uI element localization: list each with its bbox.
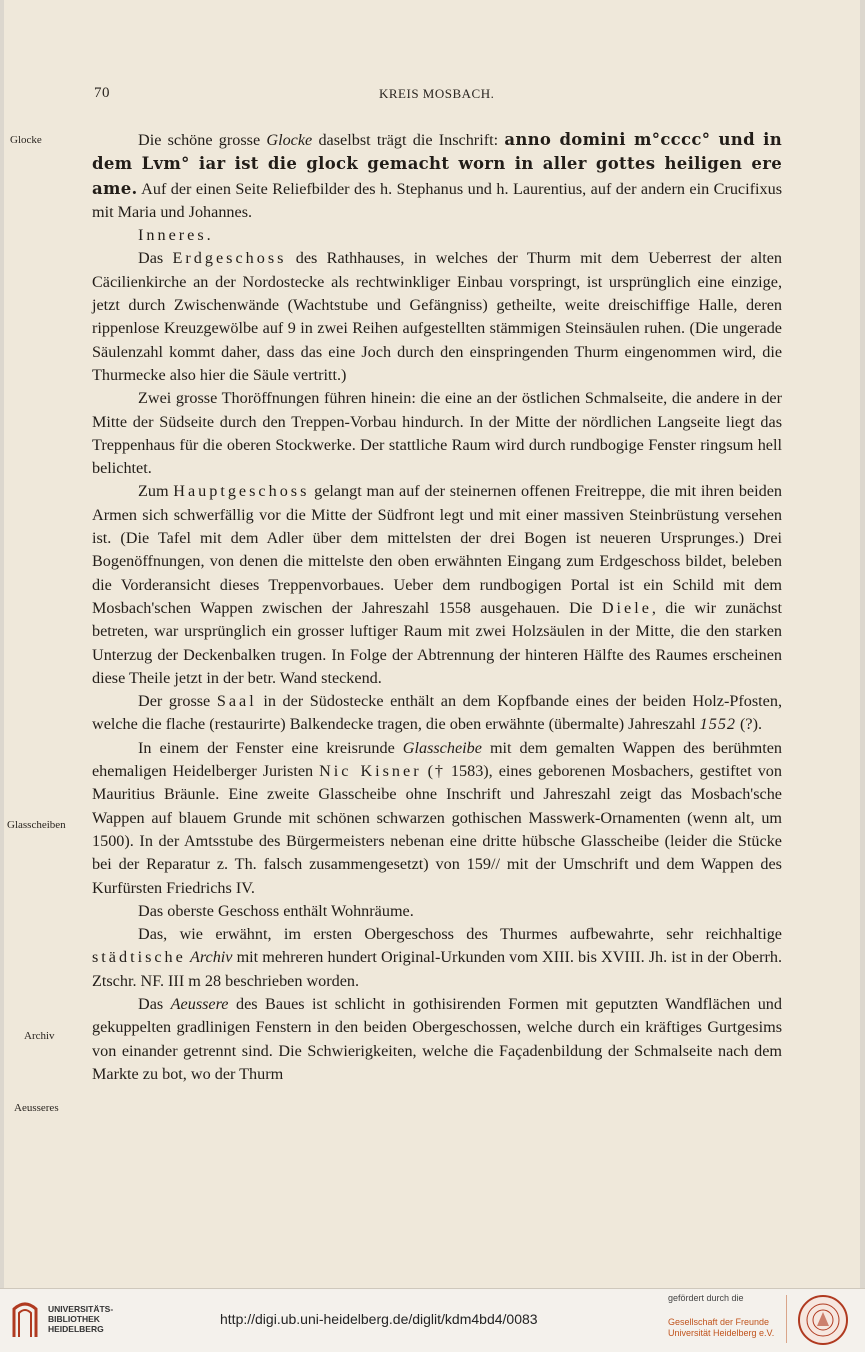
body-text (92, 128, 782, 1086)
paragraph-glocke: Die schöne grosse Glocke daselbst trägt die Inschrift: anno domini m°cccc° und in dem Lvm° iar ist die glock gemacht worn in aller gottes heiligen ere ame. Auf der einen Seite Reliefbilder des h. Stephanus und h. Laurentius, auf der andern ein Crucifixus mit Maria und Johannes. (92, 130, 783, 221)
library-logo[interactable] (10, 1297, 113, 1341)
paragraph-saal: Der grosse Saal in der Südostecke enthält an dem Kopfbande eines der beiden Holz-Pfosten, welche die flache (restaurirte) Balkendecke tragen, die oben erwähnte (übermalte) Jahreszahl 1552 (?). (92, 692, 782, 734)
library-emblem-icon (10, 1297, 40, 1341)
margin-note-aeusseres: Aeusseres (14, 1102, 59, 1114)
sponsor-block (668, 1293, 774, 1339)
scanned-page (4, 0, 860, 1288)
running-title: KREIS MOSBACH. (379, 86, 495, 101)
paragraph-archiv: Das, wie erwähnt, im ersten Obergeschoss des Thurmes aufbewahrte, sehr reichhaltige städtische Archiv mit mehreren hundert Original-Urkunden vom XIII. bis XVIII. Jh. ist in der Oberrh. Ztschr. NF. III m 28 beschrieben worden. (92, 925, 782, 990)
seal-emblem-icon (803, 1300, 843, 1340)
margin-note-glasscheiben: Glasscheiben (7, 819, 66, 831)
sponsor-label: gefördert durch die (668, 1293, 744, 1303)
paragraph-glasscheiben: In einem der Fenster eine kreisrunde Glasscheibe mit dem gemalten Wappen des berühmten ehemaligen Heidelberger Juristen Nic Kisner († 1583), eines geborenen Mosbachers, gestiftet von Mauritius Bräunle. Eine zweite Glasscheibe ohne Inschrift und Jahreszahl zeigt das Mosbach'sche Wappen auf blauem Grunde mit schönen schwarzen gothischen Masswerk-Ornamenten (wenn alt, um 1500). In der Amtsstube des Bürgermeisters nebenan eine dritte hübsche Glasscheibe (leider die Stücke bei der Reparatur z. Th. falsch zusammengesetzt) von 159// mit der Umschrift und dem Wappen des Kurfürsten Friedrichs IV. (92, 738, 782, 897)
page-number: 70 (94, 85, 110, 101)
bell-inscription: anno domini m°cccc° und in dem Lvm° iar ist die glock gemacht worn in aller gottes heiligen ere ame. (92, 130, 783, 198)
page-header (4, 85, 860, 105)
paragraph-aeusseres: Das Aeussere des Baues ist schlicht in gothisirenden Formen mit geputzten Wandflächen und gekuppelten gradlinigen Fenstern in den beiden Obergeschossen, welche durch ein kräftiges Gurtgesims von einander getrennt sind. Die Schwierigkeiten, welche die Façadenbildung der Schmalseite nach dem Markte zu bot, wo der Thurm (92, 994, 782, 1083)
footer-bar (0, 1288, 865, 1352)
paragraph-erdgeschoss: Das Erdgeschoss des Rathhauses, in welches der Thurm mit dem Ueberrest der alten Cäcilienkirche an der Nordostecke als rechtwinkliger Einbau vorspringt, ist ursprünglich eine einzige, jetzt durch Zwischenwände (Wachtstube und Gefängniss) getheilte, weite dreischiffige Halle, deren rippenlose Kreuzgewölbe auf 9 in zwei Reihen aufgestellten stämmigen Steinsäulen ruhen. (Die ungerade Säulenzahl kommt daher, dass das eine Joch durch den einspringenden Thurm eingenommen wird, die Thurmecke also hier die Säule vertritt.) (92, 249, 782, 384)
paragraph-oberstes-geschoss: Das oberste Geschoss enthält Wohnräume. (138, 901, 414, 920)
section-heading-inneres: Inneres. (138, 226, 214, 245)
permalink-url[interactable]: http://digi.ub.uni-heidelberg.de/diglit/kdm4bd4/0083 (220, 1311, 538, 1327)
paragraph-hauptgeschoss: Zum Hauptgeschoss gelangt man auf der steinernen offenen Freitreppe, die mit ihren beiden Armen sich schwerfällig vor die Mitte der Südfront legt und mit einer massiven Steinbrüstung versehen ist. (Die Tafel mit dem Adler über dem mittelsten der drei Bogen ist neueren Ursprunges.) Drei Bogenöffnungen, von denen die mittelste den oben erwähnten Eingang zum Erdgeschoss bildet, beleben die Vorderansicht dieses Treppenvorbaues. Ueber dem rundbogigen Portal ist ein Schild mit dem Mosbach'schen Wappen zwischen der Jahreszahl 1558 ausgehauen. Die Diele, die wir zunächst betreten, war ursprünglich ein grosser luftiger Raum mit zwei Holzsäulen in der Mitte, die den starken Unterzug der Deckenbalken trugen. In Folge der Abtrennung der hinteren Hälfte des Raumes erscheinen diese Theile jetzt in der betr. Wand steckend. (92, 482, 782, 687)
margin-note-archiv: Archiv (24, 1030, 55, 1042)
paragraph-thoroeffnungen: Zwei grosse Thoröffnungen führen hinein: die eine an der östlichen Schmalseite, die andere in der Mitte der Südseite durch den Treppen-Vorbau hindurch. In der Mitte der nördlichen Langseite liegt das Treppenhaus für die oberen Stockwerke. Der stattliche Raum wird durch rundbogige Fenster ringsum hell belichtet. (92, 389, 782, 478)
footer-divider (786, 1295, 787, 1343)
sponsor-name[interactable]: Gesellschaft der Freunde Universität Heidelberg e.V. (668, 1317, 775, 1338)
university-seal-icon (798, 1295, 848, 1345)
library-name: UNIVERSITÄTS- BIBLIOTHEK HEIDELBERG (48, 1304, 114, 1334)
margin-note-glocke: Glocke (10, 134, 42, 146)
handwritten-year: 1552 (699, 715, 736, 734)
